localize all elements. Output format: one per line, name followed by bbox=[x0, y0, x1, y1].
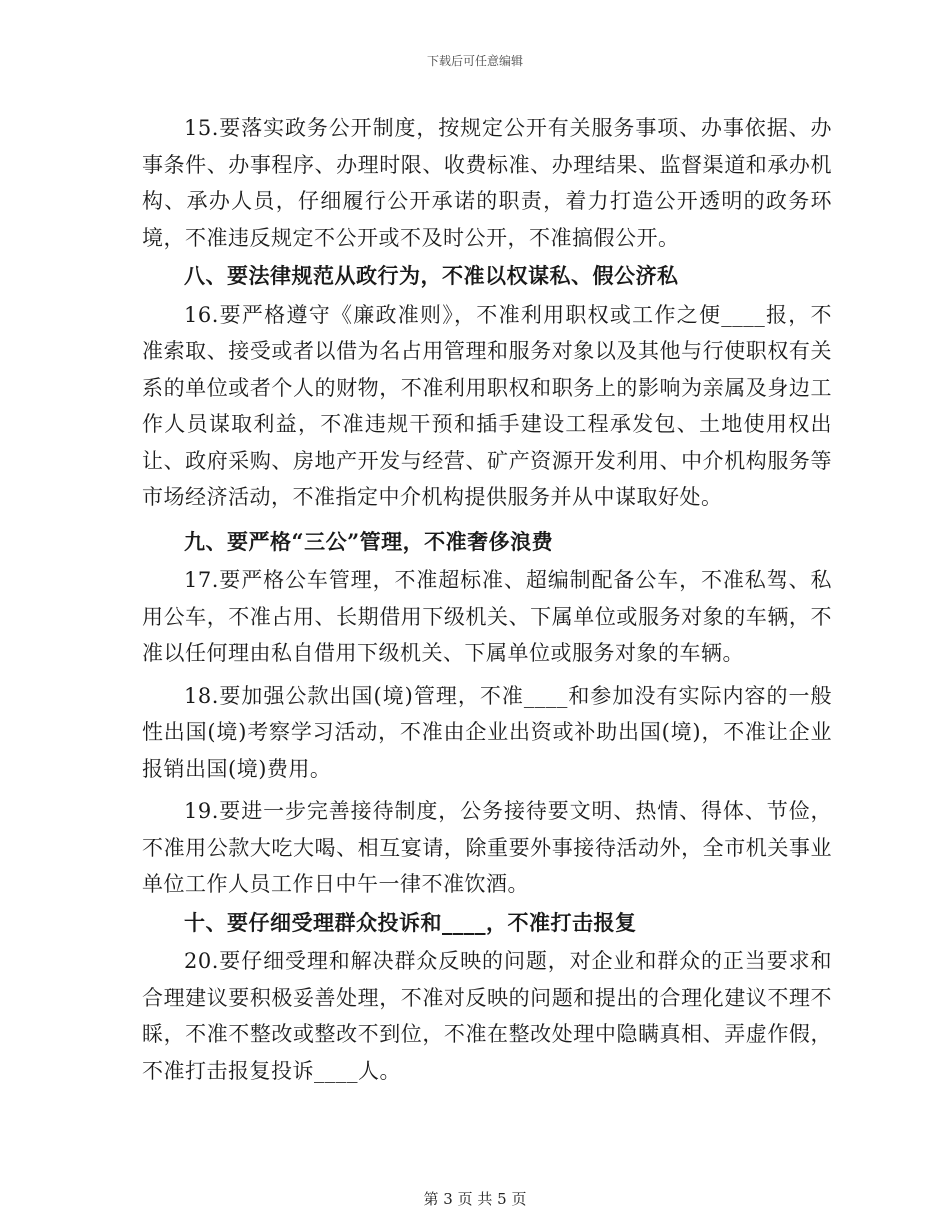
paragraph-18: 18.要加强公款出国(境)管理，不准____和参加没有实际内容的一般性出国(境)考察学习活动，不准由企业出资或补助出国(境)，不准让企业报销出国(境)费用。 bbox=[142, 683, 832, 781]
paragraph-20: 20.要仔细受理和解决群众反映的问题，对企业和群众的正当要求和合理建议要积极妥善处理，不准对反映的问题和提出的合理化建议不理不睬，不准不整改或整改不到位，不准在整改处理中隐瞒真相、弄虚作假，不准打击报复投诉____人。 bbox=[142, 949, 832, 1083]
paragraph-19: 19.要进一步完善接待制度，公务接待要文明、热情、得体、节俭，不准用公款大吃大喝、相互宴请，除重要外事接待活动外，全市机关事业单位工作人员工作日中午一律不准饮酒。 bbox=[142, 799, 832, 896]
page-header-note: 下载后可任意编辑 bbox=[426, 54, 523, 68]
section-heading-10: 十、要仔细受理群众投诉和____，不准打击报复 bbox=[184, 909, 637, 935]
paragraph-17: 17.要严格公车管理，不准超标准、超编制配备公车，不准私驾、私用公车，不准占用、长期借用下级机关、下属单位或服务对象的车辆，不准以任何理由私自借用下级机关、下属单位或服务对象的车辆。 bbox=[142, 568, 832, 665]
spacer bbox=[142, 516, 832, 522]
section-heading-8: 八、要法律规范从政行为，不准以权谋私、假公济私 bbox=[184, 263, 679, 288]
page-number-footer: 第 3 页 共 5 页 bbox=[423, 1190, 527, 1208]
paragraph-15: 15.要落实政务公开制度，按规定公开有关服务事项、办事依据、办事条件、办事程序、办理时限、收费标准、办理结果、监督渠道和承办机构、承办人员，仔细履行公开承诺的职责，着力打造公开透明的政务环境，不准违反规定不公开或不及时公开，不准搞假公开。 bbox=[142, 116, 832, 250]
section-heading-9: 九、要严格“三公”管理，不准奢侈浪费 bbox=[184, 528, 554, 554]
paragraph-16: 16.要严格遵守《廉政准则》，不准利用职权或工作之便____报，不准索取、接受或者以借为名占用管理和服务对象以及其他与行使职权有关系的单位或者个人的财物，不准利用职权和职务上的影响为亲属及身边工作人员谋取利益，不准违规干预和插手建设工程承发包、土地使用权出让、政府采购、房地产开发与经营、矿产资源开发利用、中介机构服务等市场经济活动，不准指定中介机构提供服务并从中谋取好处。 bbox=[142, 302, 832, 509]
document-body bbox=[142, 110, 832, 1089]
